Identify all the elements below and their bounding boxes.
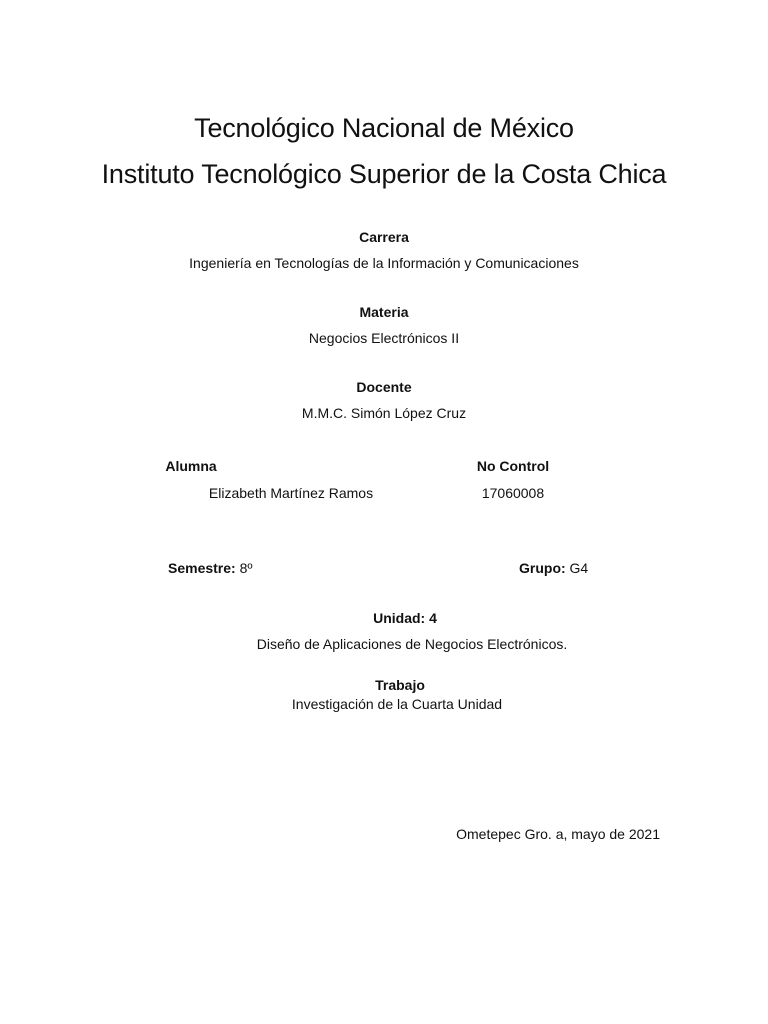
materia-label: Materia <box>359 304 409 320</box>
grupo-label: Grupo: <box>519 560 566 576</box>
carrera-value: Ingeniería en Tecnologías de la Información y Comunicaciones <box>189 255 579 271</box>
unidad-label: Unidad: 4 <box>373 610 437 626</box>
materia-value: Negocios Electrónicos II <box>308 330 460 346</box>
alumna-value: Elizabeth Martínez Ramos <box>208 485 374 501</box>
semestre-label: Semestre: <box>168 560 236 576</box>
semestre-value: 8º <box>239 560 253 576</box>
docente-value: M.M.C. Simón López Cruz <box>301 405 467 421</box>
semestre-field <box>168 560 253 576</box>
place-date: Ometepec Gro. a, mayo de 2021 <box>456 826 660 842</box>
trabajo-value: Investigación de la Cuarta Unidad <box>291 696 503 712</box>
docente-label: Docente <box>356 379 412 395</box>
alumna-label: Alumna <box>165 458 217 474</box>
no-control-value: 17060008 <box>481 485 545 501</box>
grupo-value: G4 <box>569 560 589 576</box>
institute-subtitle: Instituto Tecnológico Superior de la Costa Chica <box>101 159 667 189</box>
unidad-value: Diseño de Aplicaciones de Negocios Electrónicos. <box>256 636 568 652</box>
carrera-label: Carrera <box>359 229 409 245</box>
institution-title: Tecnológico Nacional de México <box>194 113 574 143</box>
trabajo-label: Trabajo <box>375 677 425 693</box>
grupo-field <box>519 560 588 576</box>
no-control-label: No Control <box>476 458 550 474</box>
